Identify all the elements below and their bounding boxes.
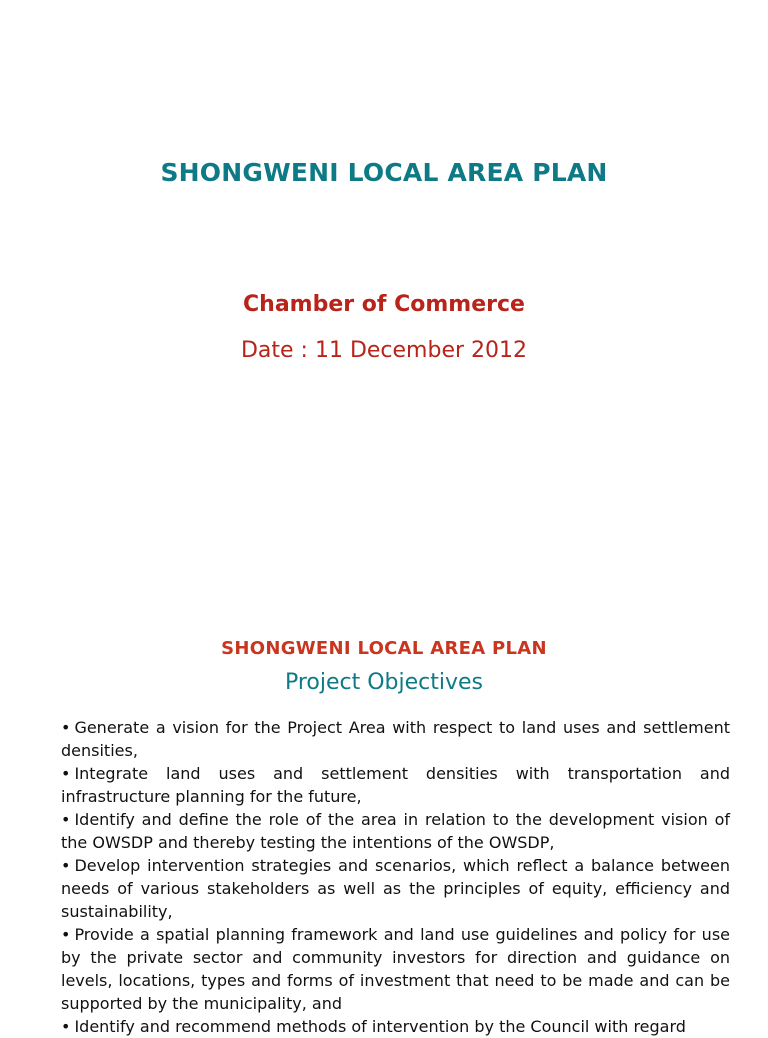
- bullet-icon: •: [61, 925, 71, 944]
- slide-subtitle: Chamber of Commerce: [243, 292, 525, 317]
- objectives-slide: [0, 600, 768, 1036]
- objectives-list: [61, 716, 730, 1038]
- presentation-date: Date : 11 December 2012: [240, 338, 528, 363]
- slide-title: SHONGWENI LOCAL AREA PLAN: [221, 638, 547, 659]
- list-item: [61, 808, 730, 854]
- list-item: [61, 854, 730, 923]
- bullet-icon: •: [61, 764, 71, 783]
- bullet-icon: •: [61, 810, 71, 829]
- objective-text: Identify and recommend methods of intervention by the Council with regard: [74, 1017, 686, 1036]
- list-item: [61, 1015, 730, 1038]
- objective-text: Identify and define the role of the area in relation to the development vision of the OWSDP and thereby testing the intentions of the OWSDP,: [61, 810, 730, 852]
- objective-text: Provide a spatial planning framework and land use guidelines and policy for use by the private sector and community investors for direction and guidance on levels, locations, types and forms of investment that need to be made and can be supported by the municipality, and: [61, 925, 730, 1013]
- bullet-icon: •: [61, 856, 71, 875]
- list-item: [61, 923, 730, 1015]
- bullet-icon: •: [61, 718, 71, 737]
- objective-text: Generate a vision for the Project Area with respect to land uses and settlement densities,: [61, 718, 730, 760]
- list-item: [61, 716, 730, 762]
- list-item: [61, 762, 730, 808]
- objective-text: Develop intervention strategies and scenarios, which reflect a balance between needs of various stakeholders as well as the principles of equity, efficiency and sustainability,: [61, 856, 730, 921]
- slide-title: SHONGWENI LOCAL AREA PLAN: [160, 158, 608, 187]
- section-heading: Project Objectives: [284, 670, 484, 695]
- objective-text: Integrate land uses and settlement densities with transportation and infrastructure planning for the future,: [61, 764, 730, 806]
- bullet-icon: •: [61, 1017, 71, 1036]
